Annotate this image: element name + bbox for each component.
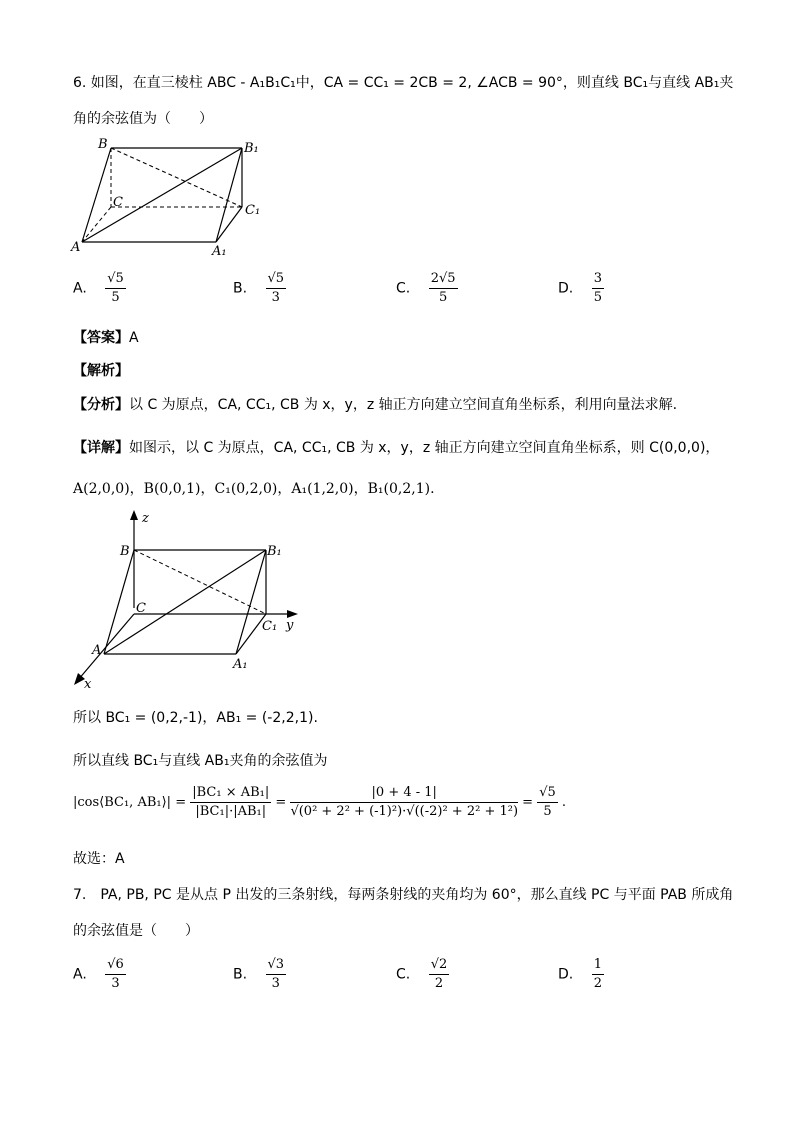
fig2-label-B: B (120, 544, 130, 559)
fig2-label-C: C (136, 601, 146, 616)
fig2-label-x: x (84, 677, 92, 690)
fig1-label-B: B (98, 137, 108, 152)
fig2-label-A1: A₁ (233, 657, 248, 672)
q6-option-b: B. $\frac{√5}{3}$ (233, 271, 285, 305)
q6-xiangjie: 【详解】如图示，以 C 为原点，CA, CC₁, CB 为 x，y，z 轴正方向建立空间直角坐标系，则 C(0,0,0)， (73, 440, 720, 456)
fig2-label-z: z (142, 511, 149, 526)
fig1-label-A1: A₁ (212, 244, 227, 259)
q6-stem-line2: 角的余弦值为（ ） (73, 111, 213, 127)
fig1-label-A: A (71, 240, 81, 255)
q7-stem-line2: 的余弦值是（ ） (73, 923, 199, 939)
q6-prism-figure (66, 134, 276, 259)
q6-axes-figure (66, 508, 316, 690)
fig2-label-y: y (286, 618, 294, 633)
q6-stem-line1: 6. 如图，在直三棱柱 ABC - A₁B₁C₁中，CA = CC₁ = 2CB = 2, ∠ACB = 90°，则直线 BC₁与直线 AB₁夹 (73, 75, 734, 91)
q7-option-d: D. $\frac{1}{2}$ (558, 957, 602, 991)
fig2-label-B1: B₁ (267, 544, 282, 559)
q7-stem-line1: 7. PA, PB, PC 是从点 P 出发的三条射线，每两条射线的夹角均为 60°，那么直线 PC 与平面 PAB 所成角 (73, 887, 734, 903)
q6-option-a: A. $\frac{√5}{5}$ (73, 271, 124, 305)
fig1-label-C1: C₁ (245, 203, 261, 218)
fig2-label-C1: C₁ (262, 619, 278, 634)
q6-conclusion: 故选：A (73, 851, 125, 867)
q7-option-c: C. $\frac{√2}{2}$ (396, 957, 448, 991)
q6-cos-formula: |cos⟨BC₁, AB₁⟩| = $\frac{\text{|BC₁ × AB₁|}}{\text{|BC₁|·|AB₁|}}$ = $\frac{|0 + 4 - 1|}{\text{√(0² + 2² + (-1)²)·√((-2)² + 2² + 1²)}}$ = $\frac{√5}{5}$ . (73, 785, 567, 819)
q6-option-d: D. $\frac{3}{5}$ (558, 271, 602, 305)
q6-cos-intro: 所以直线 BC₁与直线 AB₁夹角的余弦值为 (73, 753, 328, 769)
fig1-label-B1: B₁ (244, 141, 259, 156)
q6-coords-line: A(2,0,0)，B(0,0,1)，C₁(0,2,0)，A₁(1,2,0)，B₁(0,2,1). (73, 481, 435, 497)
q7-option-b: B. $\frac{√3}{3}$ (233, 957, 285, 991)
q7-option-a: A. $\frac{√6}{3}$ (73, 957, 124, 991)
q6-answer: 【答案】A (73, 330, 139, 346)
q6-analysis-tag: 【解析】 (73, 363, 129, 379)
q6-fenxi: 【分析】以 C 为原点，CA, CC₁, CB 为 x，y，z 轴正方向建立空间直角坐标系，利用向量法求解. (73, 397, 678, 413)
q6-vectors-line: 所以 BC₁ = (0,2,-1)，AB₁ = (-2,2,1). (73, 710, 318, 726)
fig2-label-A: A (92, 643, 102, 658)
q6-option-c: C. $\frac{2√5}{5}$ (396, 271, 456, 305)
fig1-label-C: C (113, 195, 123, 210)
